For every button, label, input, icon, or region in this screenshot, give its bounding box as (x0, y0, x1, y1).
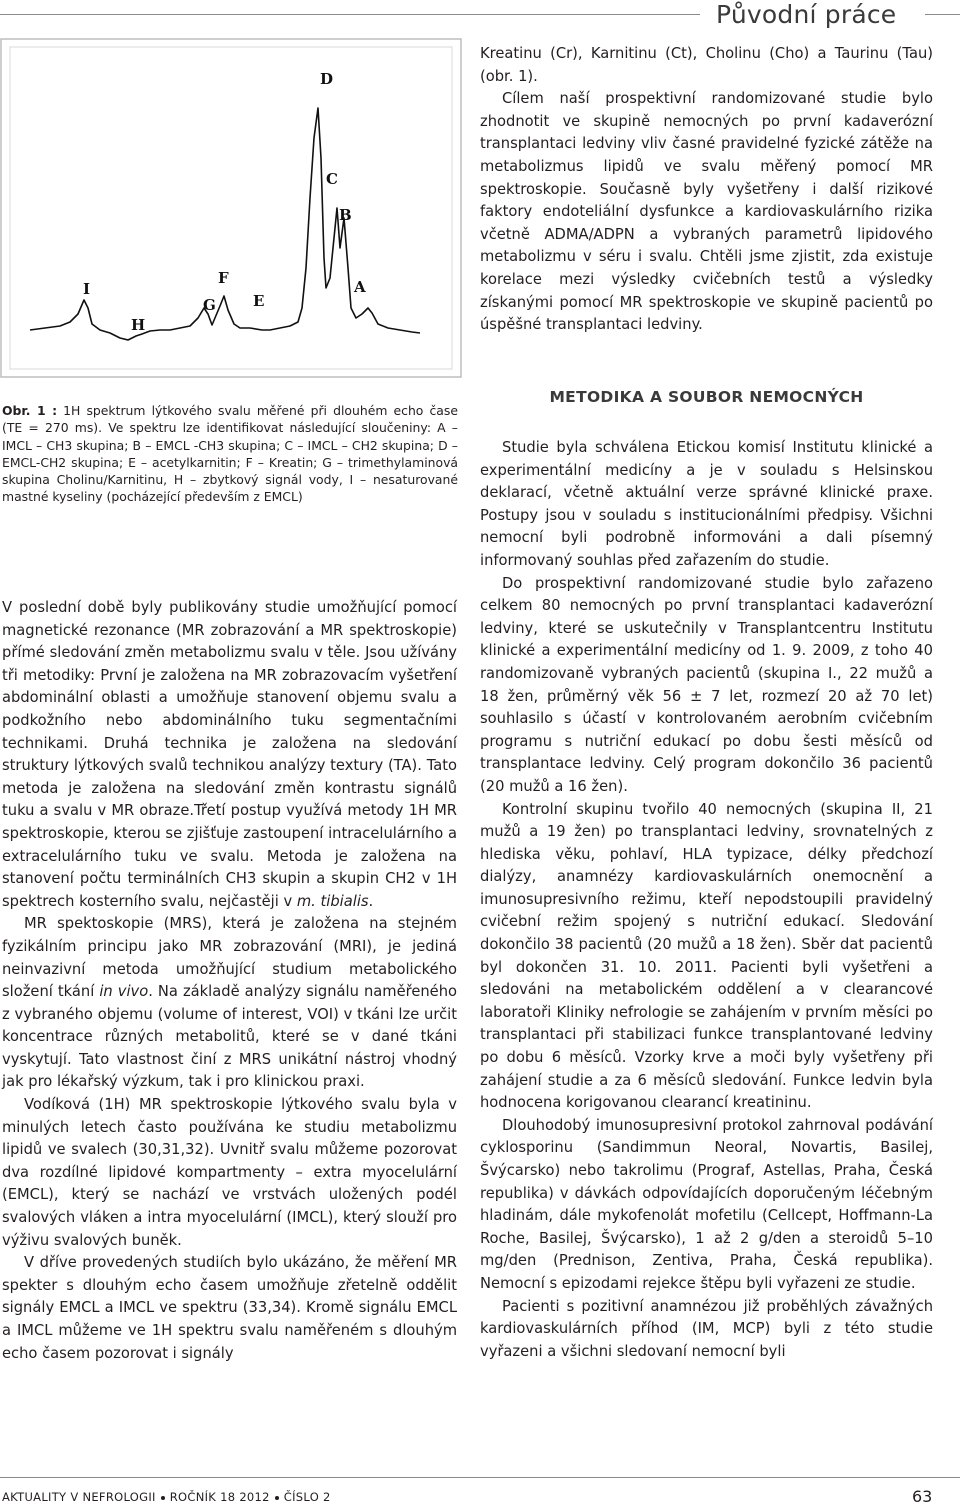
peak-label-a: A (354, 278, 366, 296)
peak-label-b: B (339, 206, 352, 224)
left-paragraph-2-end: . Na základě analýzy signálu naměřeného z vybraného objemu (volume of interest, VOI) v tkáni lze určit koncentrace různých metabolitů, které se v dané tkáni vyskytují. Tato vlastnost činí z MRS unikátní nástroj vhodný jak pro lékařský výzkum, tak i pro klinickou praxi. (2, 983, 457, 1091)
left-paragraph-2-italic: in vivo (99, 983, 149, 1001)
right-paragraph-4: Dlouhodobý imunosupresivní protokol zahrnoval podávání cyklosporinu (Sandimmun Neoral, Novartis, Basilej, Švýcarsko) nebo takrolimu (Prograf, Astellas, Praha, Česká republika) v dávkách odpovídajících doporučeným léčebným hladinám, dále mykofenolát mofetilu (Cellcept, Hoffmann-La Roche, Basilej, Švýcarsko), 1 až 2 g/den a steroidů 5–10 mg/den (Prednison, Zentiva, Praha, Česká republika). Nemocní s epizodami rejekce štěpu byli vyřazeni ze studie. (480, 1116, 933, 1292)
right-top-paragraph-1: Kreatinu (Cr), Karnitinu (Ct), Cholinu (Cho) a Taurinu (Tau) (obr. 1). (480, 45, 933, 85)
right-paragraph-3: Kontrolní skupinu tvořilo 40 nemocných (skupina II, 21 mužů a 19 žen) po transplantaci ledviny, srovnatelných z hlediska věku, pohlaví, HLA typizace, délky předchozí dialýzy, anamnézy kardiovaskulárních onemocnění a imunosupresivního režimu, kteří nepodstoupili pravidelný cvičební režim spojený s nutriční edukací. Sledování dokončilo 38 pacientů (20 mužů a 18 žen). Sběr dat pacientů byl dokončen 31. 10. 2011. Pacienti byli vyšetřeni a sledováni na metabolickém oddělení a v clearancové laboratoři Kliniky nefrologie se zahájením v prvním měsíci po transplantaci při stabilizaci funkce transplantované ledviny po dobu 6 měsíců. Vzorky krve a moči byly vyšetřeny při zahájení studie a za 6 měsíců sledování. Funkce ledvin byla hodnocena korigovanou clearancí kreatininu. (480, 800, 933, 1112)
left-paragraph-1-end: . (368, 892, 374, 910)
peak-label-f: F (218, 269, 229, 287)
caption-text: 1H spektrum lýtkového svalu měřené při dlouhém echo čase (TE = 270 ms). Ve spektru lze identifikovat následující sloučeniny: A – IMCL – CH3 skupina; B – EMCL -CH3 skupina; C – IMCL – CH2 skupina; D – EMCL-CH2 skupina; E – acetylkarnitin; F – Kreatin; G – trimethylaminová skupina Cholinu/Karnitinu, H – zbytkový signál vody, I – nesaturované mastné kyseliny (pocházející především z EMCL) (2, 403, 458, 505)
footer-year: 2012 (239, 1490, 270, 1504)
footer-issue: ČÍSLO 2 (283, 1490, 331, 1504)
right-column (480, 437, 933, 1363)
left-paragraph-3: Vodíková (1H) MR spektroskopie lýtkového svalu byla v minulých letech často používána ke studiu metabolizmu lipidů ve svalech (30,31,32). Uvnitř svalu můžeme pozorovat dva rozdílné lipidové kompartmenty – extra myocelulární (EMCL), který se nachází ve vrstvách uložených podél svalových vláken a intra myocelulární (IMCL), který slouží pro výživu svalových buněk. (2, 1096, 457, 1249)
peak-label-h: H (131, 316, 146, 334)
section-heading: METODIKA A SOUBOR NEMOCNÝCH (549, 388, 864, 406)
header-rule-left (0, 14, 700, 15)
right-top-paragraph-2: Cílem naší prospektivní randomizované studie bylo zhodnotit ve skupině nemocných po první kadaverózní transplantaci ledviny vliv časné pravidelné fyzické zátěže na metabolizmus lipidů ve svalu měřený pomocí MR spektroskopie. Současně byly vyšetřeny i další rizikové faktory endoteliální dysfunkce a kardiovaskulárního rizika včetně ADMA/ADPN a vybraných parametrů lipidového metabolizmu v séru i svalu. Chtěli jsme zjistit, zda existuje korelace mezi výsledky cvičebních testů a výsledky získanými pomocí MR spektroskopie ve skupině pacientů po úspěšné transplantaci ledviny. (480, 90, 933, 334)
peak-label-g: G (203, 296, 216, 314)
header-rule-right (925, 14, 960, 15)
left-paragraph-1-italic: m. tibialis (296, 892, 369, 910)
right-paragraph-5: Pacienti s pozitivní anamnézou již proběhlých závažných kardiovaskulárních příhod (IM, MCP) byli z této studie vyřazeni a všichni sledovaní nemocní byli (480, 1297, 933, 1360)
peak-label-d: D (320, 70, 334, 88)
left-paragraph-1-text: V poslední době byly publikovány studie umožňující pomocí magnetické rezonance (MR zobrazování a MR spektroskopie) přímé sledování změn metabolizmu svalu v těle. Jsou užívány tři metodiky: První je založena na MR zobrazovacím vyšetření abdominální oblasti a umožňuje stanovení objemu svalu a podkožního nebo abdominálního tuku segmentačními technikami. Druhá technika je založena na sledování struktury lýtkových svalů technikou analýzy textury (TA). Tato metoda je založena na sledování změn kontrastu signálů tuku a svalu v MR obraze.Třetí postup využívá metody 1H MR spektroskopie, kterou se zjišťuje zastoupení intracelulárního a extracelulárního tuku ve svalu. Metoda je založena na stanovení počtu terminálních CH3 skupin a skupin CH2 v 1H spektrech kosterního svalu, nejčastěji v (2, 599, 457, 910)
left-paragraph-2-text: MR spektoskopie (MRS), která je založena na stejném fyzikálním principu jako MR zobrazování (MRI), je jediná neinvazivní metoda umožňující studium metabolického složení tkání (2, 915, 457, 1001)
footer-volume: ROČNÍK 18 (169, 1490, 236, 1504)
footer (2, 1490, 331, 1504)
right-paragraph-1: Studie byla schválena Etickou komisí Institutu klinické a experimentální medicíny a je v souladu s Helsinskou deklarací, včetně aktuální verze správné klinické praxe. Postupy jsou v souladu s institucionálními předpisy. Všichni nemocní byli podrobně informováni a dali písemný informovaný souhlas před zařazením do studie. (480, 439, 933, 569)
page-number: 63 (912, 1487, 933, 1506)
caption-label: Obr. 1 : (2, 403, 58, 418)
figure-caption (2, 402, 458, 506)
footer-rule (0, 1477, 960, 1478)
peak-label-c: C (326, 170, 338, 188)
left-paragraph-2 (2, 913, 457, 1094)
footer-bullet-1 (161, 1496, 165, 1500)
left-paragraph-1 (2, 597, 457, 913)
right-column-top (480, 43, 933, 337)
section-title: Původní práce (716, 0, 897, 29)
spectrum-figure (0, 38, 462, 378)
footer-journal: AKTUALITY V NEFROLOGII (2, 1490, 156, 1504)
right-paragraph-2: Do prospektivní randomizované studie bylo zařazeno celkem 80 nemocných po první transplantaci kadaverózní ledviny, které se uskutečnily v Transplantcentru Institutu klinické a experimentální medicíny od 1. 9. 2009, z toho 40 randomizovaně vybraných pacientů (skupina I., 22 mužů a 18 žen, průměrný věk 56 ± 7 let, rozmezí 20 až 70 let) souhlasilo s účastí v kontrolovaném aerobním cvičebním programu s nutriční edukací po dobu šesti měsíců od transplantace ledviny. Celý program dokončilo 36 pacientů (20 mužů a 16 žen). (480, 574, 933, 795)
left-column (2, 597, 457, 1365)
left-paragraph-4: V dříve provedených studiích bylo ukázáno, že měření MR spekter s dlouhým echo časem umožňuje zřetelně oddělit signály EMCL a IMCL ve spektru (33,34). Kromě signálu EMCL a IMCL můžeme ve 1H spektru svalu naměřeném s dlouhým echo časem pozorovat i signály (2, 1254, 457, 1362)
peak-label-e: E (253, 292, 265, 310)
peak-label-i: I (83, 280, 91, 298)
footer-bullet-2 (275, 1496, 279, 1500)
